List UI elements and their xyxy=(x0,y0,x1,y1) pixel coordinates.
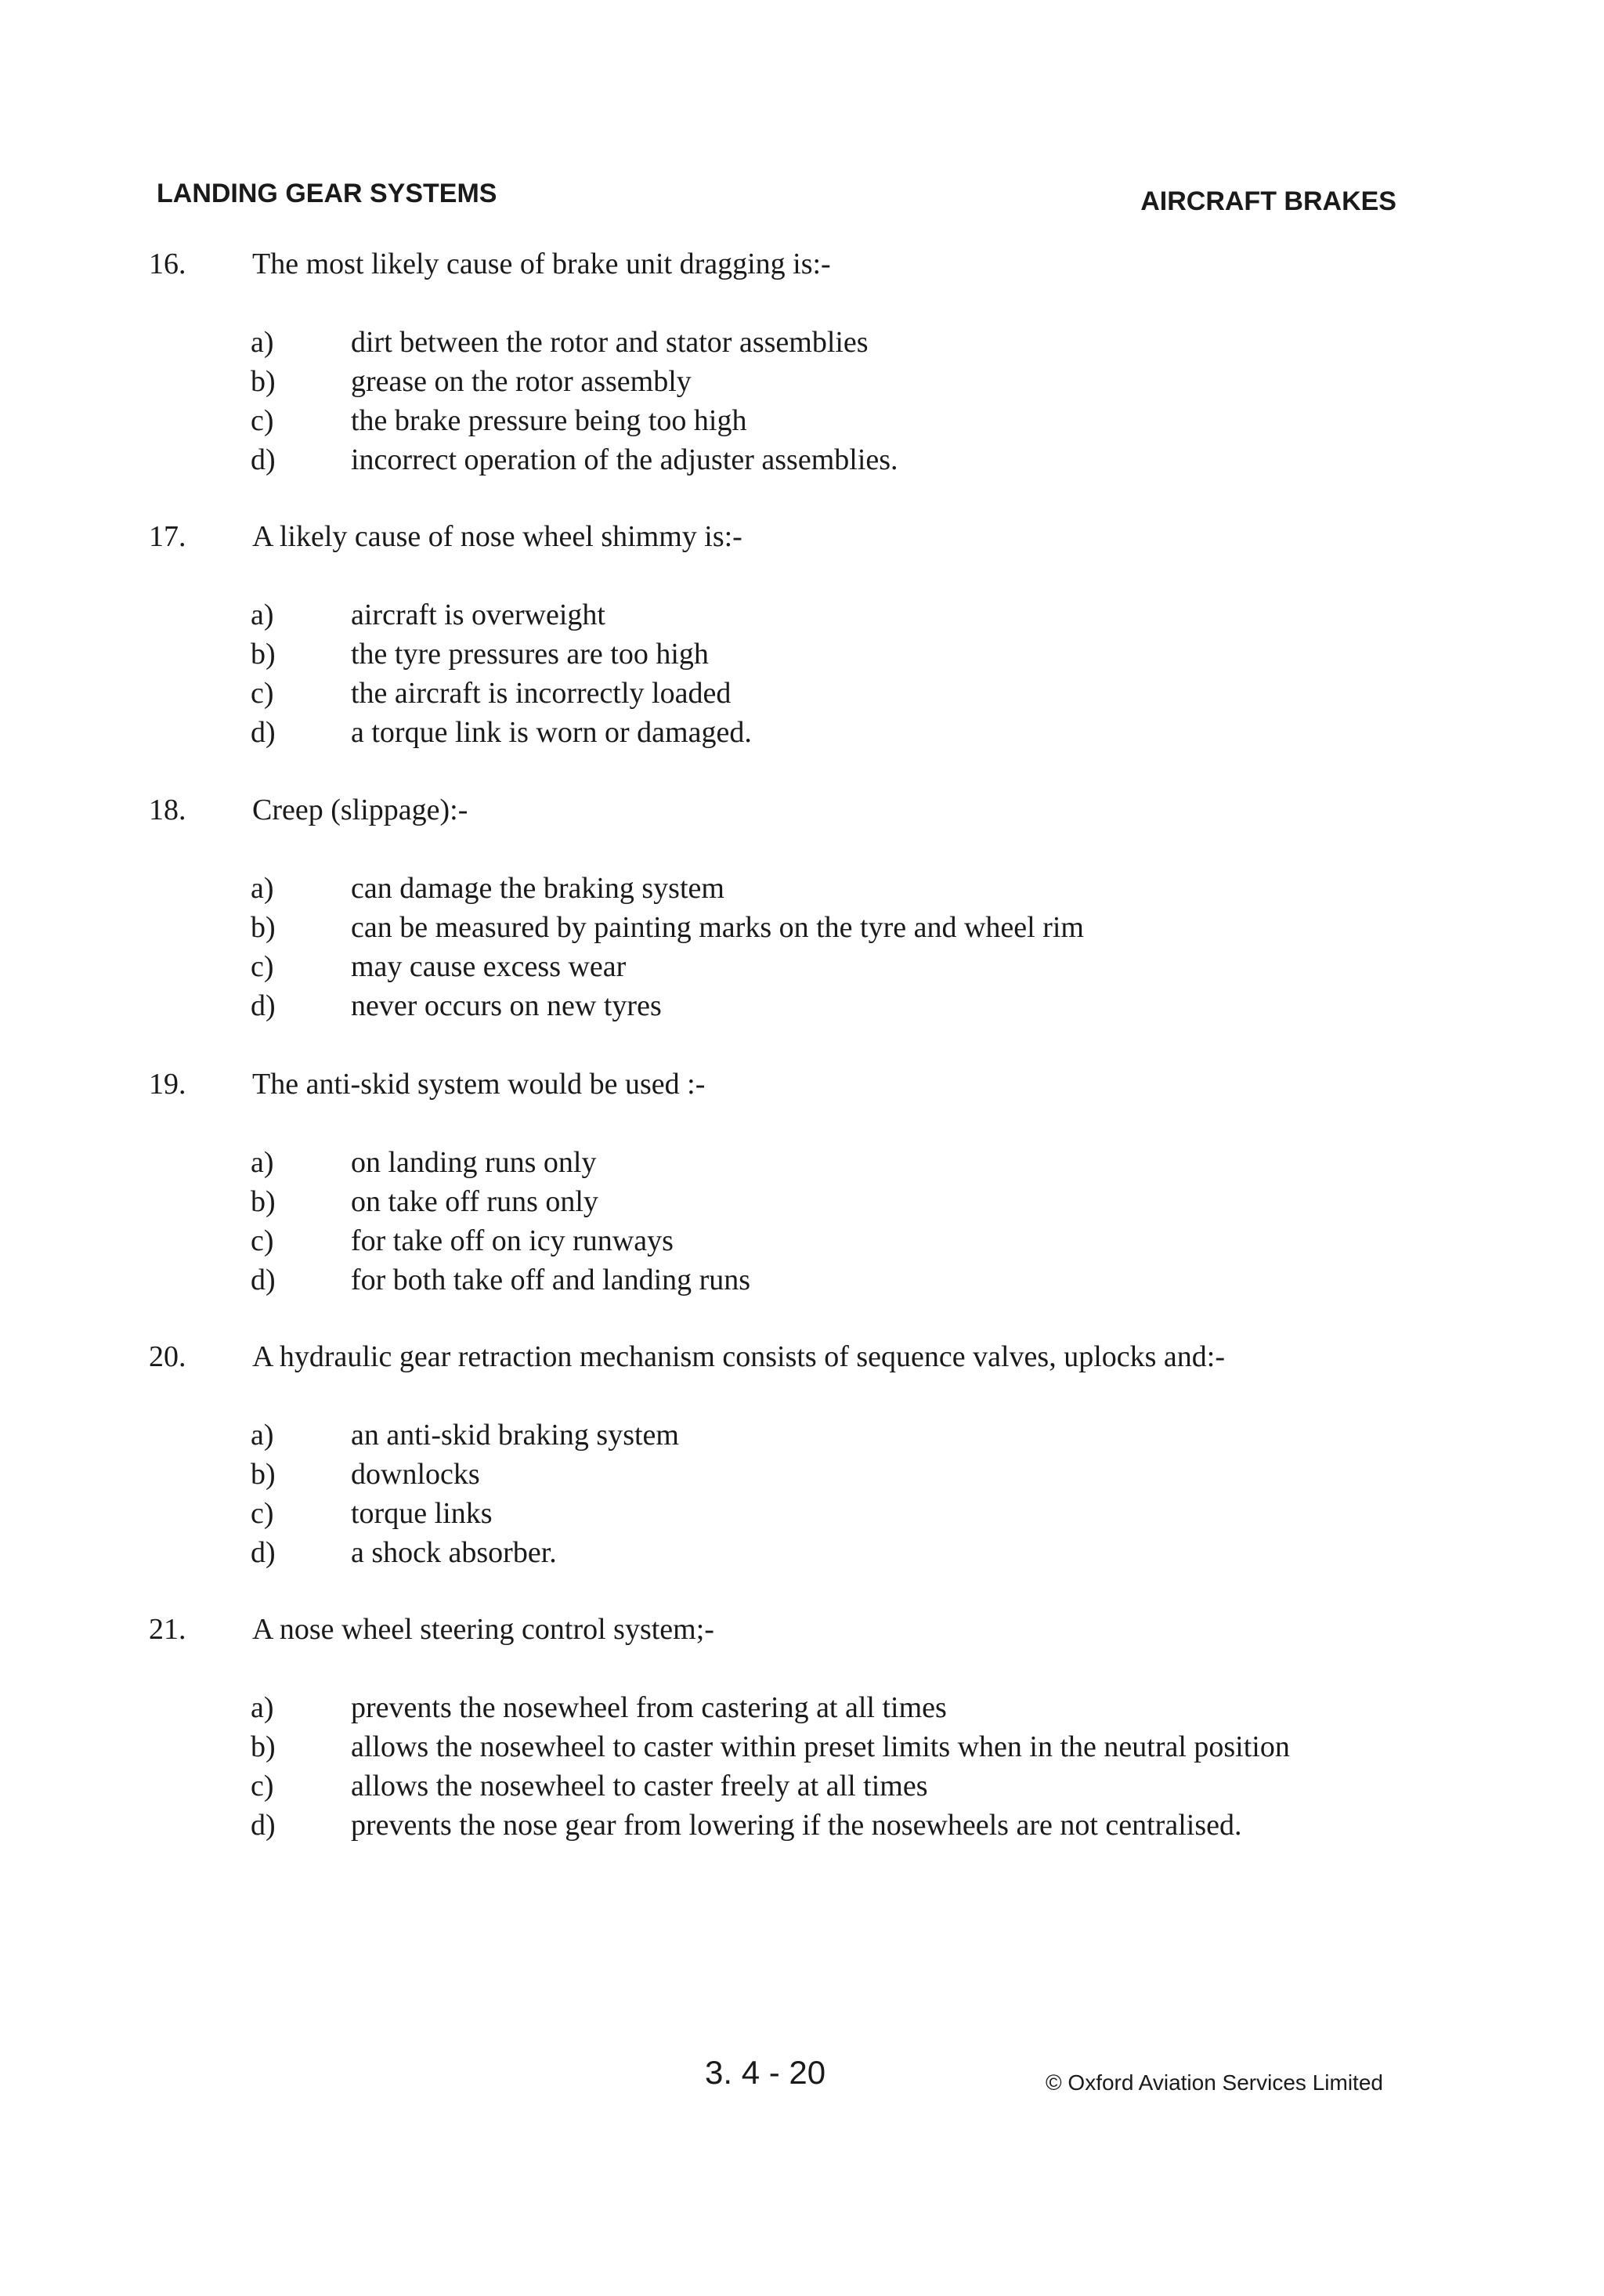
question-number: 18. xyxy=(149,794,186,826)
option-letter: c) xyxy=(251,404,274,437)
option-a xyxy=(0,598,1604,637)
option-b xyxy=(0,364,1604,403)
option-d xyxy=(0,1263,1604,1302)
option-text: allows the nosewheel to caster within preset limits when in the neutral position xyxy=(351,1730,1290,1763)
copyright-notice: © Oxford Aviation Services Limited xyxy=(1046,2070,1383,2095)
option-a xyxy=(0,1418,1604,1457)
question-number: 20. xyxy=(149,1340,186,1373)
option-letter: c) xyxy=(251,1497,274,1530)
option-text: torque links xyxy=(351,1497,493,1530)
option-letter: d) xyxy=(251,716,276,749)
option-letter: a) xyxy=(251,326,274,359)
option-text: on take off runs only xyxy=(351,1185,598,1218)
option-letter: b) xyxy=(251,1458,276,1491)
option-text: for both take off and landing runs xyxy=(351,1264,751,1296)
option-text: grease on the rotor assembly xyxy=(351,365,692,398)
option-letter: b) xyxy=(251,1730,276,1763)
option-c xyxy=(0,1224,1604,1263)
option-b xyxy=(0,910,1604,949)
option-text: may cause excess wear xyxy=(351,950,627,983)
option-a xyxy=(0,1145,1604,1184)
option-text: for take off on icy runways xyxy=(351,1224,674,1257)
question-text: A likely cause of nose wheel shimmy is:- xyxy=(252,520,742,553)
option-letter: b) xyxy=(251,1185,276,1218)
option-d xyxy=(0,989,1604,1028)
option-text: dirt between the rotor and stator assemblies xyxy=(351,326,869,359)
question-text: The most likely cause of brake unit dragging is:- xyxy=(252,248,831,280)
option-text: the brake pressure being too high xyxy=(351,404,747,437)
option-text: allows the nosewheel to caster freely at all times xyxy=(351,1770,928,1802)
option-b xyxy=(0,1184,1604,1224)
option-letter: a) xyxy=(251,1691,274,1724)
option-letter: a) xyxy=(251,1146,274,1179)
option-b xyxy=(0,1457,1604,1496)
question-text: Creep (slippage):- xyxy=(252,794,468,826)
option-c xyxy=(0,1496,1604,1535)
option-letter: c) xyxy=(251,950,274,983)
option-c xyxy=(0,949,1604,989)
option-text: can be measured by painting marks on the tyre and wheel rim xyxy=(351,911,1084,944)
option-text: incorrect operation of the adjuster assemblies. xyxy=(351,443,898,476)
question-number: 17. xyxy=(149,520,186,553)
option-letter: a) xyxy=(251,598,274,631)
option-text: on landing runs only xyxy=(351,1146,597,1179)
option-letter: c) xyxy=(251,1224,274,1257)
question-text: A nose wheel steering control system;- xyxy=(252,1613,714,1646)
option-text: the tyre pressures are too high xyxy=(351,638,709,671)
question-text: The anti-skid system would be used :- xyxy=(252,1068,706,1101)
option-letter: b) xyxy=(251,638,276,671)
option-a xyxy=(0,1690,1604,1730)
option-text: a torque link is worn or damaged. xyxy=(351,716,752,749)
option-letter: d) xyxy=(251,1536,276,1569)
option-text: downlocks xyxy=(351,1458,480,1491)
option-text: prevents the nose gear from lowering if the nosewheels are not centralised. xyxy=(351,1809,1242,1842)
question-number: 19. xyxy=(149,1068,186,1101)
option-letter: d) xyxy=(251,1264,276,1296)
option-c xyxy=(0,403,1604,443)
option-letter: b) xyxy=(251,365,276,398)
option-text: prevents the nosewheel from castering at all times xyxy=(351,1691,947,1724)
option-letter: d) xyxy=(251,443,276,476)
option-d xyxy=(0,1808,1604,1847)
option-text: never occurs on new tyres xyxy=(351,989,662,1022)
page-number: 3. 4 - 20 xyxy=(705,2054,826,2091)
section-title: LANDING GEAR SYSTEMS xyxy=(157,179,497,208)
option-b xyxy=(0,637,1604,676)
option-a xyxy=(0,325,1604,364)
option-text: a shock absorber. xyxy=(351,1536,557,1569)
option-letter: a) xyxy=(251,1419,274,1452)
question-number: 16. xyxy=(149,248,186,280)
option-c xyxy=(0,676,1604,715)
option-d xyxy=(0,1535,1604,1575)
option-letter: c) xyxy=(251,677,274,710)
option-c xyxy=(0,1769,1604,1808)
option-letter: d) xyxy=(251,1809,276,1842)
option-a xyxy=(0,871,1604,910)
option-text: can damage the braking system xyxy=(351,872,724,905)
chapter-title: AIRCRAFT BRAKES xyxy=(1140,186,1396,216)
question-text: A hydraulic gear retraction mechanism consists of sequence valves, uplocks and:- xyxy=(252,1340,1225,1373)
option-letter: d) xyxy=(251,989,276,1022)
option-letter: b) xyxy=(251,911,276,944)
option-letter: a) xyxy=(251,872,274,905)
option-text: aircraft is overweight xyxy=(351,598,605,631)
option-b xyxy=(0,1730,1604,1769)
option-d xyxy=(0,443,1604,482)
option-letter: c) xyxy=(251,1770,274,1802)
option-d xyxy=(0,715,1604,754)
option-text: an anti-skid braking system xyxy=(351,1419,679,1452)
question-number: 21. xyxy=(149,1613,186,1646)
option-text: the aircraft is incorrectly loaded xyxy=(351,677,732,710)
